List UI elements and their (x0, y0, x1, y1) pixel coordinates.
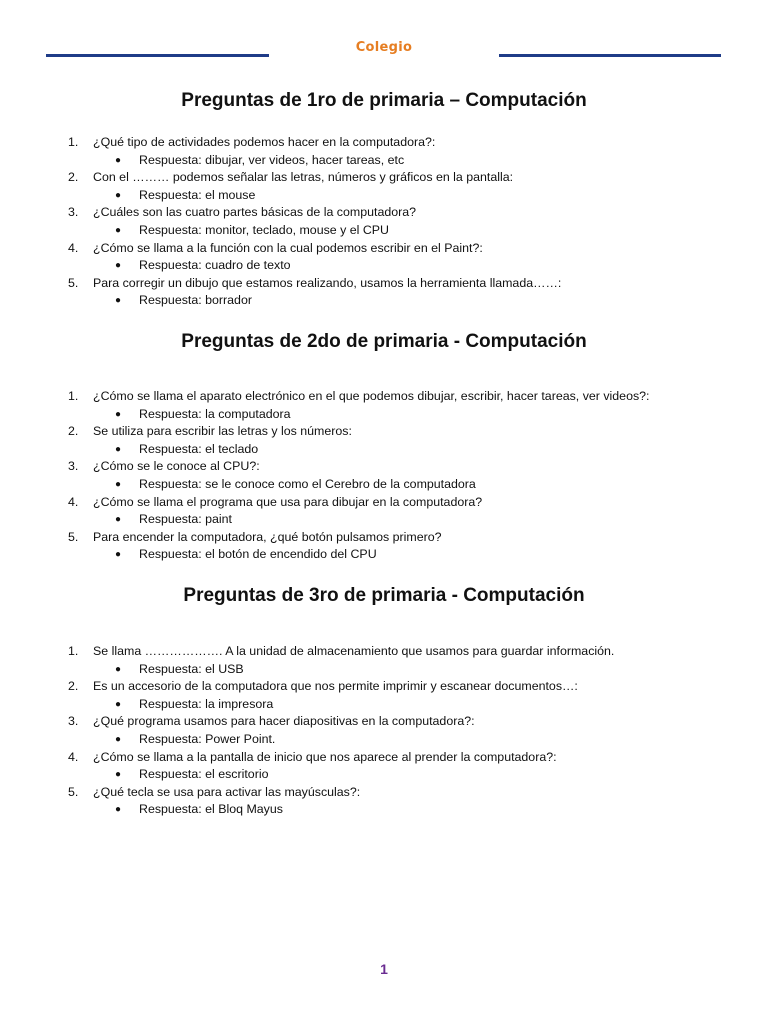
question-number: 2. (68, 679, 79, 694)
answer-text: Respuesta: se le conoce como el Cerebro de la computadora (139, 477, 476, 491)
question-text: ¿Qué tecla se usa para activar las mayúsculas?: (93, 784, 361, 799)
bullet-icon: ● (115, 443, 122, 455)
bullet-icon: ● (115, 663, 122, 675)
question-text: ¿Cómo se llama el programa que usa para dibujar en la computadora? (93, 494, 483, 509)
section-title: Preguntas de 1ro de primaria – Computación (181, 90, 587, 111)
question-number: 5. (68, 275, 79, 290)
question-text: ¿Qué programa usamos para hacer diapositivas en la computadora?: (93, 714, 475, 729)
answer-text: Respuesta: monitor, teclado, mouse y el CPU (139, 223, 389, 237)
page-header (0, 38, 768, 62)
answer-text: Respuesta: dibujar, ver videos, hacer tareas, etc (139, 152, 405, 167)
question-text: ¿Cómo se llama a la pantalla de inicio que nos aparece al prender la computadora?: (93, 749, 557, 764)
question-number: 4. (68, 494, 79, 509)
question-text: Con el ……… podemos señalar las letras, números y gráficos en la pantalla: (93, 170, 514, 185)
question-number: 3. (68, 714, 79, 729)
answer-text: Respuesta: el USB (139, 661, 244, 676)
answer-text: Respuesta: el Bloq Mayus (139, 802, 283, 817)
question-number: 2. (68, 170, 79, 185)
answer-text: Respuesta: el teclado (139, 441, 259, 456)
bullet-icon: ● (115, 804, 122, 816)
school-name: Colegio (355, 40, 413, 55)
bullet-icon: ● (115, 769, 122, 781)
question-number: 5. (68, 529, 79, 544)
answer-text: Respuesta: cuadro de texto (139, 258, 291, 273)
bullet-icon: ● (115, 734, 122, 745)
question-text: ¿Cuáles son las cuatro partes básicas de la computadora? (93, 205, 417, 220)
bullet-icon: ● (115, 479, 122, 490)
question-number: 4. (68, 240, 79, 255)
section-grade-1 (0, 90, 768, 112)
question-number: 1. (68, 135, 79, 149)
question-number: 3. (68, 205, 79, 220)
bullet-icon: ● (115, 189, 122, 201)
answer-text: Respuesta: el botón de encendido del CPU (139, 547, 377, 562)
question-number: 1. (68, 389, 79, 403)
question-text: ¿Qué tipo de actividades podemos hacer en la computadora?: (93, 135, 436, 149)
bullet-icon: ● (115, 408, 122, 420)
answer-text: Respuesta: el escritorio (139, 767, 269, 782)
question-number: 4. (68, 749, 79, 764)
question-text: Para encender la computadora, ¿qué botón pulsamos primero? (93, 529, 442, 544)
bullet-icon: ● (115, 295, 122, 307)
bullet-icon: ● (115, 549, 122, 561)
question-number: 3. (68, 459, 79, 474)
question-text: ¿Cómo se le conoce al CPU?: (93, 459, 260, 474)
answer-text: Respuesta: la impresora (139, 696, 274, 711)
question-number: 1. (68, 644, 79, 658)
answer-text: Respuesta: la computadora (139, 406, 291, 421)
bullet-icon: ● (115, 225, 122, 236)
question-number: 2. (68, 424, 79, 439)
page-number: 1 (380, 961, 388, 977)
bullet-icon: ● (115, 154, 122, 166)
bullet-icon: ● (115, 698, 122, 710)
bullet-icon: ● (115, 514, 122, 526)
bullet-icon: ● (115, 260, 122, 272)
question-text: ¿Cómo se llama a la función con la cual podemos escribir en el Paint?: (93, 240, 483, 255)
question-text: Se utiliza para escribir las letras y los números: (93, 424, 352, 439)
question-text: ¿Cómo se llama el aparato electrónico en el que podemos dibujar, escribir, hacer tareas, ver videos?: (93, 389, 650, 403)
section-grade-2 (0, 331, 768, 353)
section-title: Preguntas de 3ro de primaria - Computación (183, 585, 585, 606)
answer-text: Respuesta: borrador (139, 293, 252, 308)
section-title: Preguntas de 2do de primaria - Computación (181, 331, 587, 352)
answer-text: Respuesta: Power Point. (139, 732, 276, 746)
question-text: Se llama ………………. A la unidad de almacenamiento que usamos para guardar información. (93, 644, 615, 658)
question-number: 5. (68, 784, 79, 799)
section-grade-3 (0, 585, 768, 607)
question-text: Para corregir un dibujo que estamos realizando, usamos la herramienta llamada……: (93, 275, 562, 290)
question-text: Es un accesorio de la computadora que nos permite imprimir y escanear documentos…: (93, 679, 578, 694)
answer-text: Respuesta: el mouse (139, 187, 256, 202)
header-rule-right (499, 54, 721, 57)
answer-text: Respuesta: paint (139, 512, 232, 527)
